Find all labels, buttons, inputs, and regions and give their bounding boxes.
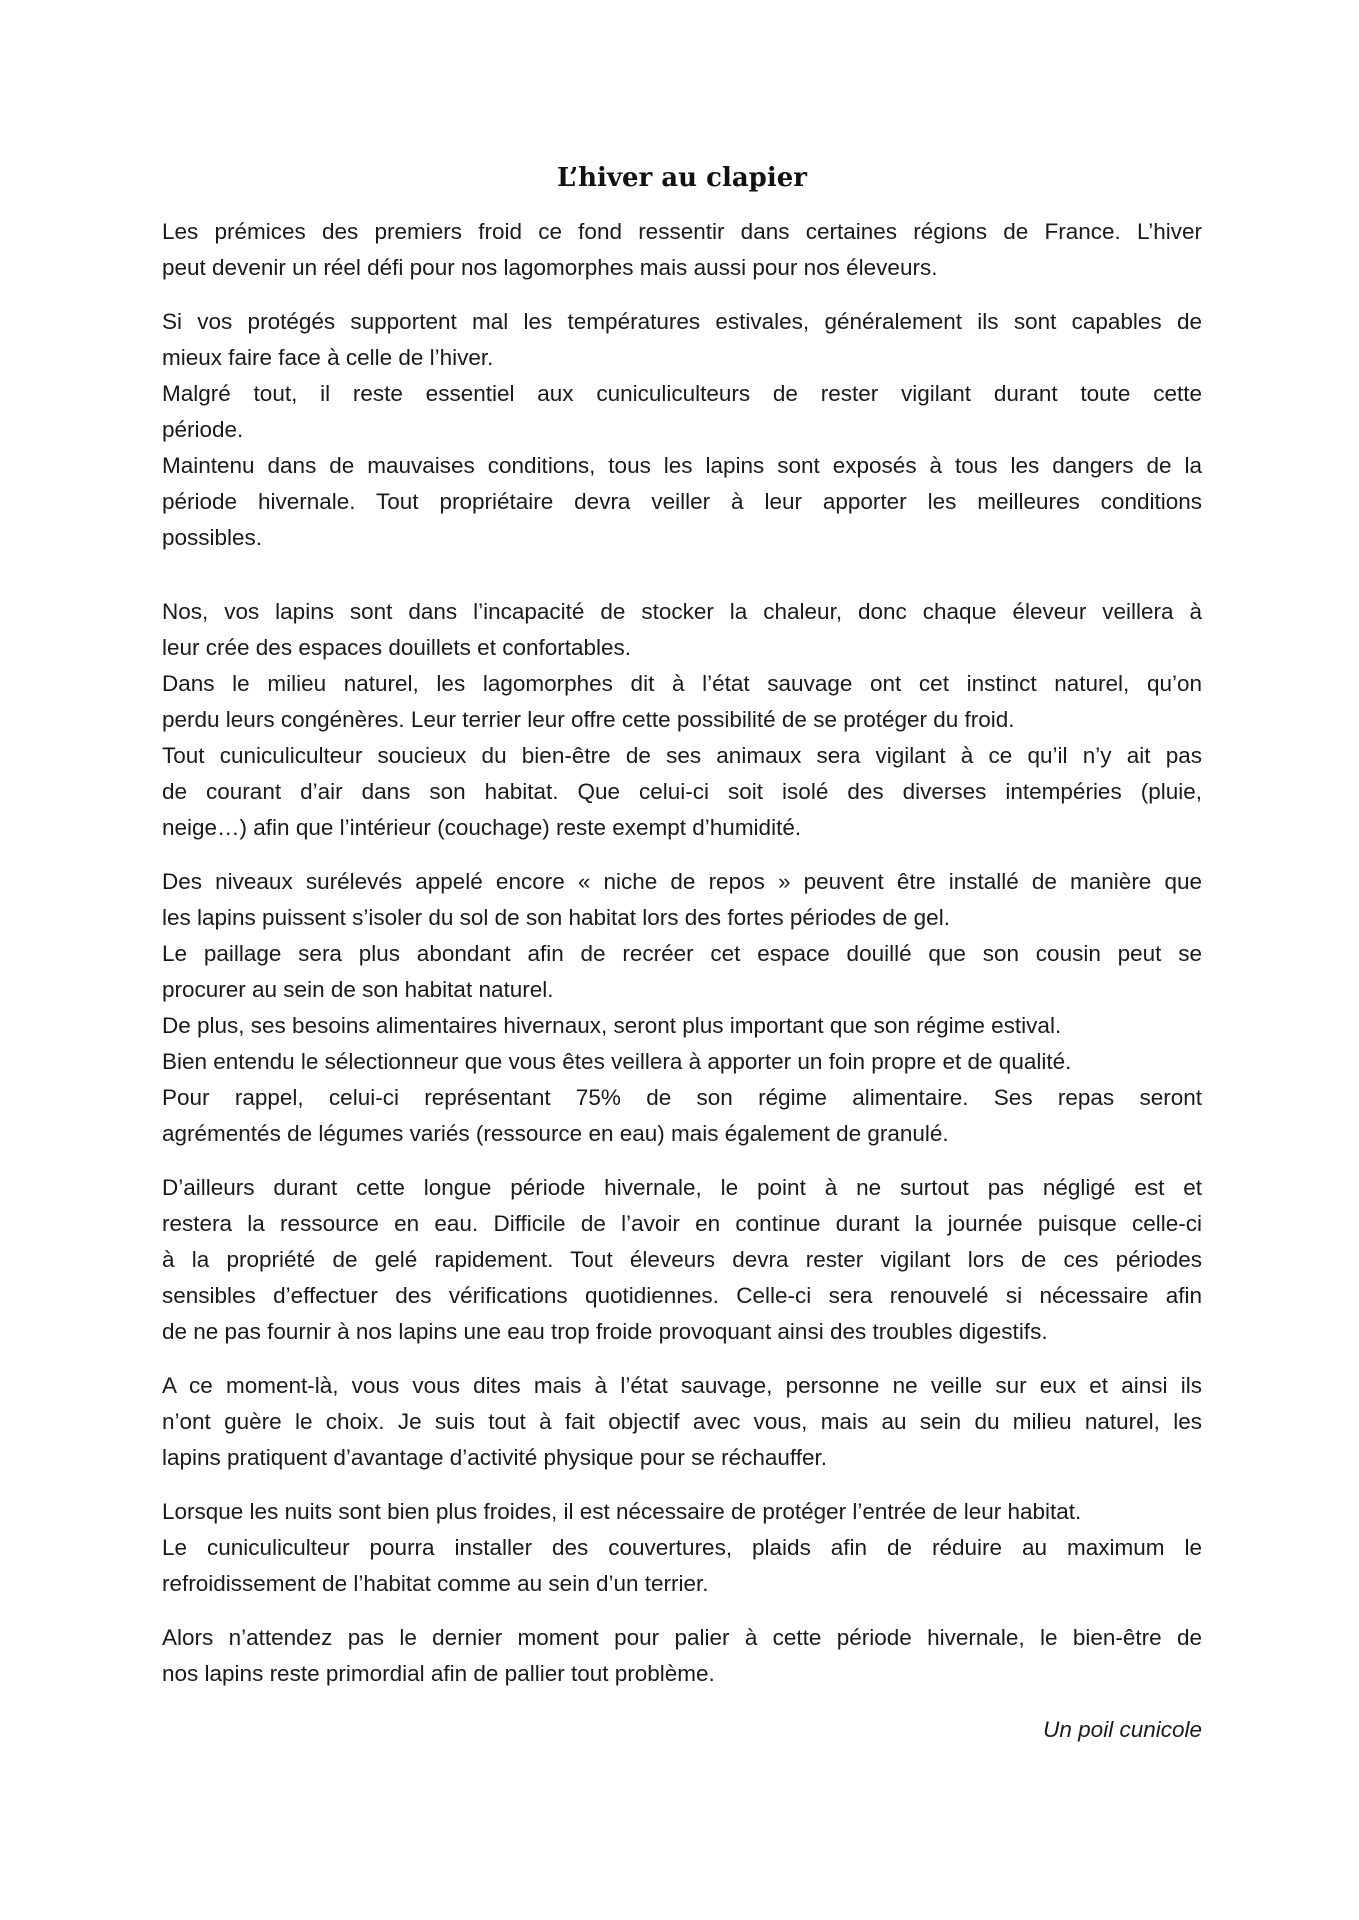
text-line: Le paillage sera plus abondant afin de recréer cet espace douillé que son cousin peut se	[162, 941, 1202, 966]
paragraph	[162, 1170, 1202, 1350]
document-page	[162, 160, 1202, 1748]
text-line: refroidissement de l’habitat comme au sein d’un terrier.	[162, 1571, 709, 1596]
text-line: restera la ressource en eau. Difficile de l’avoir en continue durant la journée puisque celle-ci	[162, 1211, 1202, 1236]
text-line: de ne pas fournir à nos lapins une eau trop froide provoquant ainsi des troubles digestifs.	[162, 1319, 1048, 1344]
text-line: possibles.	[162, 525, 263, 550]
text-line: nos lapins reste primordial afin de pallier tout problème.	[162, 1661, 715, 1686]
document-title: L’hiver au clapier	[557, 163, 807, 193]
text-line: lapins pratiquent d’avantage d’activité physique pour se réchauffer.	[162, 1445, 828, 1470]
text-line: Dans le milieu naturel, les lagomorphes dit à l’état sauvage ont cet instinct naturel, qu’on	[162, 671, 1202, 696]
text-line: peut devenir un réel défi pour nos lagomorphes mais aussi pour nos éleveurs.	[162, 255, 938, 280]
text-line: agrémentés de légumes variés (ressource en eau) mais également de granulé.	[162, 1121, 949, 1146]
text-line: de courant d’air dans son habitat. Que celui-ci soit isolé des diverses intempéries (pluie,	[162, 779, 1202, 804]
text-line: à la propriété de gelé rapidement. Tout éleveurs devra rester vigilant lors de ces périodes	[162, 1247, 1202, 1272]
text-line: Nos, vos lapins sont dans l’incapacité de stocker la chaleur, donc chaque éleveur veillera à	[162, 599, 1202, 624]
paragraph	[162, 214, 1202, 286]
text-line: les lapins puissent s’isoler du sol de son habitat lors des fortes périodes de gel.	[162, 905, 950, 930]
text-line: Si vos protégés supportent mal les températures estivales, généralement ils sont capables de	[162, 309, 1202, 334]
paragraph	[162, 864, 1202, 1152]
text-line: Pour rappel, celui-ci représentant 75% de son régime alimentaire. Ses repas seront	[162, 1085, 1202, 1110]
text-line: mieux faire face à celle de l’hiver.	[162, 345, 494, 370]
paragraph	[162, 1620, 1202, 1692]
text-line: Le cuniculiculteur pourra installer des couvertures, plaids afin de réduire au maximum le	[162, 1535, 1202, 1560]
text-line: Bien entendu le sélectionneur que vous êtes veillera à apporter un foin propre et de qualité.	[162, 1049, 1072, 1074]
text-line: Les prémices des premiers froid ce fond ressentir dans certaines régions de France. L’hiver	[162, 219, 1202, 244]
paragraph	[162, 594, 1202, 846]
text-line: n’ont guère le choix. Je suis tout à fait objectif avec vous, mais au sein du milieu naturel, les	[162, 1409, 1202, 1434]
text-line: sensibles d’effectuer des vérifications quotidiennes. Celle-ci sera renouvelé si nécessaire afin	[162, 1283, 1202, 1308]
text-line: leur crée des espaces douillets et confortables.	[162, 635, 632, 660]
author-signature: Un poil cunicole	[1043, 1717, 1202, 1742]
text-line: perdu leurs congénères. Leur terrier leur offre cette possibilité de se protéger du froid.	[162, 707, 1015, 732]
text-line: procurer au sein de son habitat naturel.	[162, 977, 554, 1002]
text-line: Alors n’attendez pas le dernier moment pour palier à cette période hivernale, le bien-être de	[162, 1625, 1202, 1650]
paragraph	[162, 1494, 1202, 1602]
paragraph	[162, 1368, 1202, 1476]
document-body	[162, 214, 1202, 1692]
text-line: Maintenu dans de mauvaises conditions, tous les lapins sont exposés à tous les dangers de la	[162, 453, 1202, 478]
text-line: Tout cuniculiculteur soucieux du bien-être de ses animaux sera vigilant à ce qu’il n’y ait pas	[162, 743, 1202, 768]
text-line: De plus, ses besoins alimentaires hivernaux, seront plus important que son régime estival.	[162, 1013, 1062, 1038]
text-line: D’ailleurs durant cette longue période hivernale, le point à ne surtout pas négligé est et	[162, 1175, 1202, 1200]
text-line: neige…) afin que l’intérieur (couchage) reste exempt d’humidité.	[162, 815, 802, 840]
text-line: Malgré tout, il reste essentiel aux cuniculiculteurs de rester vigilant durant toute cette	[162, 381, 1202, 406]
text-line: A ce moment-là, vous vous dites mais à l’état sauvage, personne ne veille sur eux et ainsi ils	[162, 1373, 1202, 1398]
text-line: période hivernale. Tout propriétaire devra veiller à leur apporter les meilleures conditions	[162, 489, 1202, 514]
text-line: période.	[162, 417, 244, 442]
paragraph	[162, 304, 1202, 556]
text-line: Lorsque les nuits sont bien plus froides, il est nécessaire de protéger l’entrée de leur habitat.	[162, 1499, 1082, 1524]
text-line: Des niveaux surélevés appelé encore « niche de repos » peuvent être installé de manière que	[162, 869, 1202, 894]
